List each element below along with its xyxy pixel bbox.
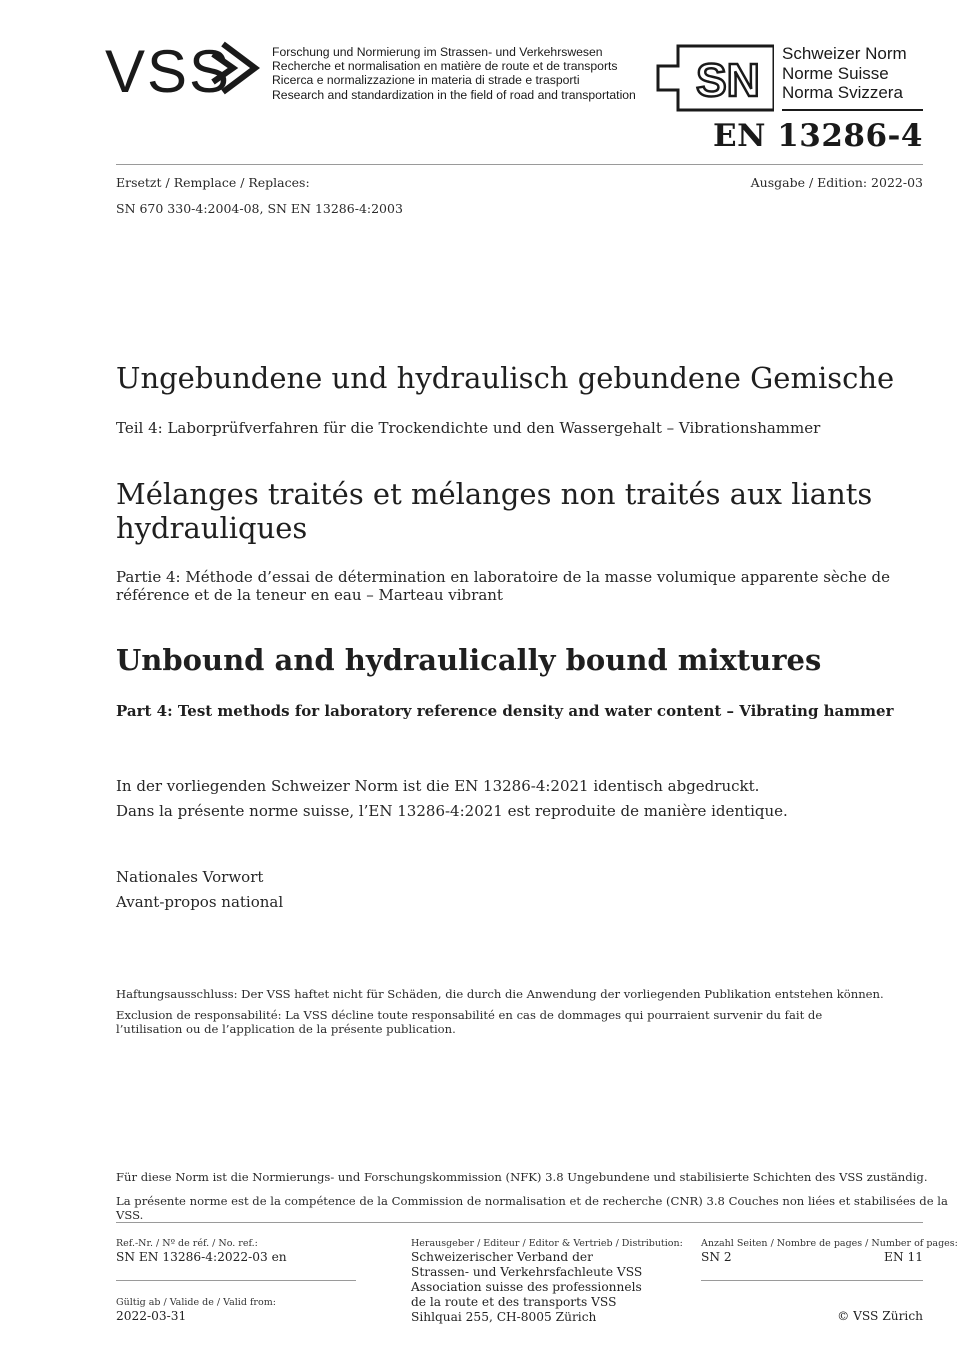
tagline-de: Forschung und Normierung im Strassen- und Verkehrswesen xyxy=(272,45,603,59)
title-english: Unbound and hydraulically bound mixtures xyxy=(116,643,822,677)
sn-name-de: Schweizer Norm xyxy=(782,44,907,63)
vss-logo xyxy=(105,40,265,100)
valid-value: 2022-03-31 xyxy=(116,1309,187,1323)
title-french: Mélanges traités et mélanges non traités aux liants hydrauliques xyxy=(116,477,873,545)
header-divider xyxy=(116,164,923,165)
pages-divider xyxy=(701,1280,923,1281)
identical-note-french: Dans la présente norme suisse, l’EN 13286-4:2021 est reproduite de manière identique. xyxy=(116,802,788,820)
tagline-fr: Recherche et normalisation en matière de route et de transports xyxy=(272,59,618,74)
foreword-french: Avant-propos national xyxy=(116,893,284,911)
subtitle-french: Partie 4: Méthode d’essai de détermination en laboratoire de la masse volumique apparente sèche de référence et de la teneur en eau – Marteau vibrant xyxy=(116,568,890,604)
tagline-en: Research and standardization in the field of road and transportation xyxy=(272,87,636,102)
committee-german: Für diese Norm ist die Normierungs- und Forschungskommission (NFK) 3.8 Ungebundene und stabilisierte Schichten des VSS zuständig. xyxy=(116,1170,928,1184)
subtitle-german: Teil 4: Laborprüfverfahren für die Trockendichte und den Wassergehalt – Vibrationshammer xyxy=(116,419,821,437)
document-number: EN 13286-4 xyxy=(712,118,923,154)
pages-label: Anzahl Seiten / Nombre de pages / Number of pages: xyxy=(701,1238,958,1249)
pages-en: EN 11 xyxy=(884,1250,923,1264)
publisher-line: Schweizerischer Verband der xyxy=(411,1250,593,1264)
sn-underline xyxy=(782,109,923,111)
footer-divider xyxy=(116,1222,923,1223)
vss-logo-text: VSS xyxy=(105,40,232,100)
title-german: Ungebundene und hydraulisch gebundene Gemische xyxy=(116,361,895,395)
sn-logo-text: SN xyxy=(696,54,760,106)
tagline-it: Ricerca e normalizzazione in materia di strade e trasporti xyxy=(272,73,580,88)
publisher-label: Herausgeber / Editeur / Editor & Vertrieb / Distribution: xyxy=(411,1238,683,1249)
sn-logo xyxy=(656,44,774,112)
publisher-line: Association suisse des professionnels xyxy=(411,1280,642,1294)
ref-divider xyxy=(116,1280,356,1281)
disclaimer-german: Haftungsausschluss: Der VSS haftet nicht für Schäden, die durch die Anwendung der vorliegenden Publikation entstehen können. xyxy=(116,987,884,1001)
ref-value: SN EN 13286-4:2022-03 en xyxy=(116,1250,287,1264)
sn-name-it: Norma Svizzera xyxy=(782,83,903,102)
publisher-line: Sihlquai 255, CH-8005 Zürich xyxy=(411,1310,597,1324)
publisher-line: de la route et des transports VSS xyxy=(411,1295,617,1309)
vss-tagline xyxy=(272,45,636,102)
committee-french: La présente norme est de la compétence de la Commission de normalisation et de recherche (CNR) 3.8 Couches non liées et stabilisées de la VSS. xyxy=(116,1194,948,1222)
subtitle-english: Part 4: Test methods for laboratory reference density and water content – Vibrating hammer xyxy=(116,702,894,720)
replaces-label: Ersetzt / Remplace / Replaces: xyxy=(116,175,310,190)
copyright: © VSS Zürich xyxy=(837,1309,923,1323)
pages-sn: SN 2 xyxy=(701,1250,732,1264)
edition: Ausgabe / Edition: 2022-03 xyxy=(750,175,923,190)
ref-label: Ref.-Nr. / Nº de réf. / No. ref.: xyxy=(116,1238,258,1249)
sn-names xyxy=(782,44,907,103)
publisher-address xyxy=(411,1250,642,1325)
disclaimer-french: Exclusion de responsabilité: La VSS décline toute responsabilité en cas de dommages qui pourraient survenir du fait de l’utilisation ou de l’application de la présente publication. xyxy=(116,1008,823,1036)
publisher-line: Strassen- und Verkehrsfachleute VSS xyxy=(411,1265,643,1279)
sn-name-fr: Norme Suisse xyxy=(782,63,889,83)
identical-note-german: In der vorliegenden Schweizer Norm ist die EN 13286-4:2021 identisch abgedruckt. xyxy=(116,777,760,795)
valid-label: Gültig ab / Valide de / Valid from: xyxy=(116,1297,276,1308)
replaces-value: SN 670 330-4:2004-08, SN EN 13286-4:2003 xyxy=(116,201,403,216)
foreword-german: Nationales Vorwort xyxy=(116,868,264,886)
